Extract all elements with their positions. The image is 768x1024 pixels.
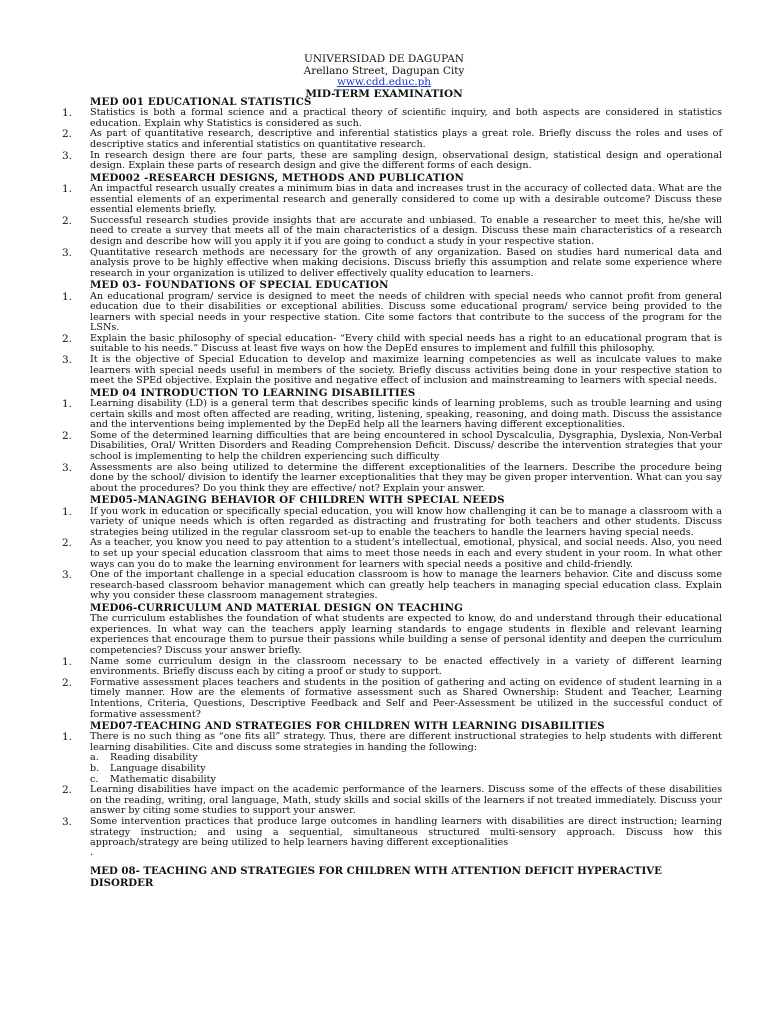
question-item [62,355,722,387]
section-title-med05: MED05-MANAGING BEHAVIOR OF CHILDREN WITH SPECIAL NEEDS [90,494,505,507]
question-number: 1. [62,398,73,411]
question-item [62,216,722,248]
question-number: 3. [62,246,73,259]
exam-title: MID-TERM EXAMINATION [305,87,463,100]
question-text: One of the important challenge in a special education classroom is how to manage the learners behavior. Cite and discuss some research-based classroom behavior management which can greatly help teachers in managing special education class. Explain why you consider these classroom management strategies. [90,569,722,602]
question-text: Some intervention practices that produce large outcomes in handling learners with disabilities are direct instruction; learning strategy instruction; and using a sequential, simultaneous structured multi-sensory approach. Discuss how this approach/strategy are being utilized to help learners having different exceptionalities [90,816,722,849]
question-text: Quantitative research methods are necessary for the growth of any organization. Based on studies hard numerical data and analysis prove to be highly effective when making decisions. Discuss briefly this assumption and relate some experience where research in your organization is utilized to deliver effectively quality education to learners. [90,246,722,279]
question-text: It is the objective of Special Education to develop and maximize learning competencies as well as inculcate values to make learners with special needs useful in members of the society. Briefly discuss activities being done in your respective station to meet the SPEd objective. Explain the positive and negative effect of inclusion and mainstreaming to learners with special needs. [90,354,722,387]
question-number: 3. [62,354,73,367]
question-text: Some of the determined learning difficulties that are being encountered in school Dyscalculia, Dysgraphia, Dyslexia, Non-Verbal Disabilities, Oral/ Written Disorders and Reading Comprehension Deficit. Discuss/ describe the intervention strategies that your school is implementing to help the children experiencing such difficulty [90,429,722,463]
university-address: Arellano Street, Dagupan City [303,64,465,77]
question-number: 3. [62,816,73,829]
question-number: 3. [62,461,73,474]
question-item [62,732,722,753]
section-title-med002: MED002 -RESEARCH DESIGNS, METHODS AND PUBLICATION [90,171,465,184]
question-text: Learning disability (LD) is a general term that describes specific kinds of learning problems, such as trouble learning and using certain skills and most often affected are reading, writing, listening, speaking, reasoning, and doing math. Discuss the assistance and the interventions being implemented by the DepEd help all the learners having different exceptionalities. [90,398,722,431]
sub-text: Language disability [110,763,206,775]
question-item [62,334,722,355]
question-text: Learning disabilities have impact on the academic performance of the learners. Discuss some of the effects of these disabilities on the reading, writing, oral language, Math, study skills and social skills of the learners if not treated immediately. Discuss your answer by citing some studies to support your answer. [90,784,722,817]
section-title-med001: MED 001 EDUCATIONAL STATISTICS [90,96,312,108]
sub-letter: b. [90,763,100,775]
question-number: 3. [62,569,73,582]
question-item [62,399,722,431]
question-item [62,570,722,602]
question-text: In research design there are four parts, these are sampling design, observational design, statistical design and operational design. Explain these parts of research design and give the different forms of each design. [90,149,722,172]
question-text: Formative assessment places teachers and students in the position of gathering and acting on evidence of student learning in a timely manner. How are the elements of formative assessment such as Shared Ownership: Student and Teacher, Learning Intentions, Criteria, Questions, Descriptive Feedback and Self and Peer-Assessment be utilized in the successful conduct of formative assessment? [90,676,722,720]
question-item [62,657,722,678]
question-number: 1. [62,290,73,303]
question-text: Assessments are also being utilized to determine the different exceptionalities of the learners. Describe the procedure being done by the school/ division to identify the learner exceptionalities that they may be given proper intervention. What can you say about the procedures? Do you think they are effective/ not? Explain your answer. [90,461,722,494]
sub-letter: a. [90,752,99,764]
section-title-med04: MED 04 INTRODUCTION TO LEARNING DISABILITIES [90,386,416,399]
question-number: 2. [62,332,73,345]
question-number: 2. [62,429,73,442]
question-number: 1. [62,107,73,120]
question-number: 2. [62,128,73,141]
question-number: 2. [62,784,73,797]
question-text: An impactful research usually creates a minimum bias in data and increases trust in the accuracy of collected data. What are the essential elements of an experimental research and generally considered to come up with a desirable outcome? Discuss these essential elements briefly. [90,182,722,216]
question-item [62,785,722,817]
question-text: Explain the basic philosophy of special education- “Every child with special needs has a right to an educational program that is suitable to his needs.” Discuss at least five ways on how the DepEd ensures to implement and fulfill this philosophy. [90,332,722,355]
section-title-med06: MED06-CURRICULUM AND MATERIAL DESIGN ON TEACHING [90,601,464,614]
university-name: UNIVERSIDAD DE DAGUPAN [304,53,464,65]
question-text: If you work in education or specifically special education, you will know how challenging it can be to manage a classroom with a variety of unique needs which is often regarded as distracting and frustrating for both teachers and other students. Discuss strategies being utilized in the regular classroom set-up to enable the teachers to handle the learners having special needs. [90,505,722,538]
question-number: 1. [62,182,73,195]
question-item [62,248,722,280]
website-link[interactable]: www.cdd.educ.ph [336,76,432,88]
question-text: As part of quantitative research, descriptive and inferential statistics plays a great role. Briefly discuss the roles and uses of descriptive statics and inferential statistics on quantitative research. [90,128,722,150]
question-text: There is no such thing as “one fits all” strategy. Thus, there are different instructional strategies to help students with different learning disabilities. Cite and discuss some strategies in handing the following: [90,731,722,753]
question-item [62,538,722,570]
question-item [62,184,722,216]
question-item [62,151,722,172]
question-number: 2. [62,214,73,227]
question-text: Name some curriculum design in the classroom necessary to be enacted effectively in a variety of different learning environments. Briefly discuss each by citing a proof or study to support. [90,655,722,678]
section-intro: The curriculum establishes the foundation of what students are expected to know, do and understand through their educational experiences. In what way can the teachers apply learning standards to engage students in flexible and relevant learning experiences that encourage them to pursue their passions while building a sense of personal identity and deepen the curriculum competencies? Discuss your answer briefly. [90,613,722,656]
question-item [62,463,722,495]
question-item [62,108,722,129]
question-number: 1. [62,655,73,668]
sub-text: Mathematic disability [110,773,216,785]
question-text: As a teacher, you know you need to pay attention to a student’s intellectual, emotional, physical, and social needs. Also, you need to set up your special education classroom that aims to meet those needs in each and every student in your room. In what other ways can you do to make the learning environment for learners with special needs a positive and child-friendly. [90,537,722,570]
question-item [62,431,722,463]
question-text: Statistics is both a formal science and a practical theory of scientific inquiry, and both aspects are considered in statistics education. Explain why Statistics is considered as such. [90,107,722,129]
sub-text: Reading disability [110,752,198,764]
question-item [62,817,722,849]
section-title-med07: MED07-TEACHING AND STRATEGIES FOR CHILDREN WITH LEARNING DISABILITIES [90,720,605,733]
question-number: 2. [62,676,73,689]
section-title-med03: MED 03- FOUNDATIONS OF SPECIAL EDUCATION [90,279,389,292]
sub-letter: c. [90,773,99,785]
question-text: An educational program/ service is designed to meet the needs of children with special needs who cannot profit from general education due to their disabilities or exceptional abilities. Discuss some educational program/ service being provided to the learners with special needs in your respective station. Cite some factors that contribute to the success of the program for the LSNs. [90,290,722,334]
exam-content [62,96,722,889]
question-number: 2. [62,537,73,550]
question-item [62,129,722,150]
question-item [62,292,722,334]
stray-mark: . [90,846,94,858]
question-text: Successful research studies provide insights that are accurate and unbiased. To enable a researcher to meet this, he/she will need to create a survey that meets all of the main characteristics of a design. Discuss these main characteristics of a research design and describe how will you apply it if you are going to conduct a study in your respective station. [90,214,722,247]
question-item [62,507,722,539]
question-number: 1. [62,505,73,518]
question-number: 3. [62,149,73,162]
section-title-med08: MED 08- TEACHING AND STRATEGIES FOR CHILDREN WITH ATTENTION DEFICIT HYPERACTIVE DISORDER [90,864,662,890]
question-item [62,678,722,720]
document-header [0,54,768,100]
question-number: 1. [62,731,73,744]
